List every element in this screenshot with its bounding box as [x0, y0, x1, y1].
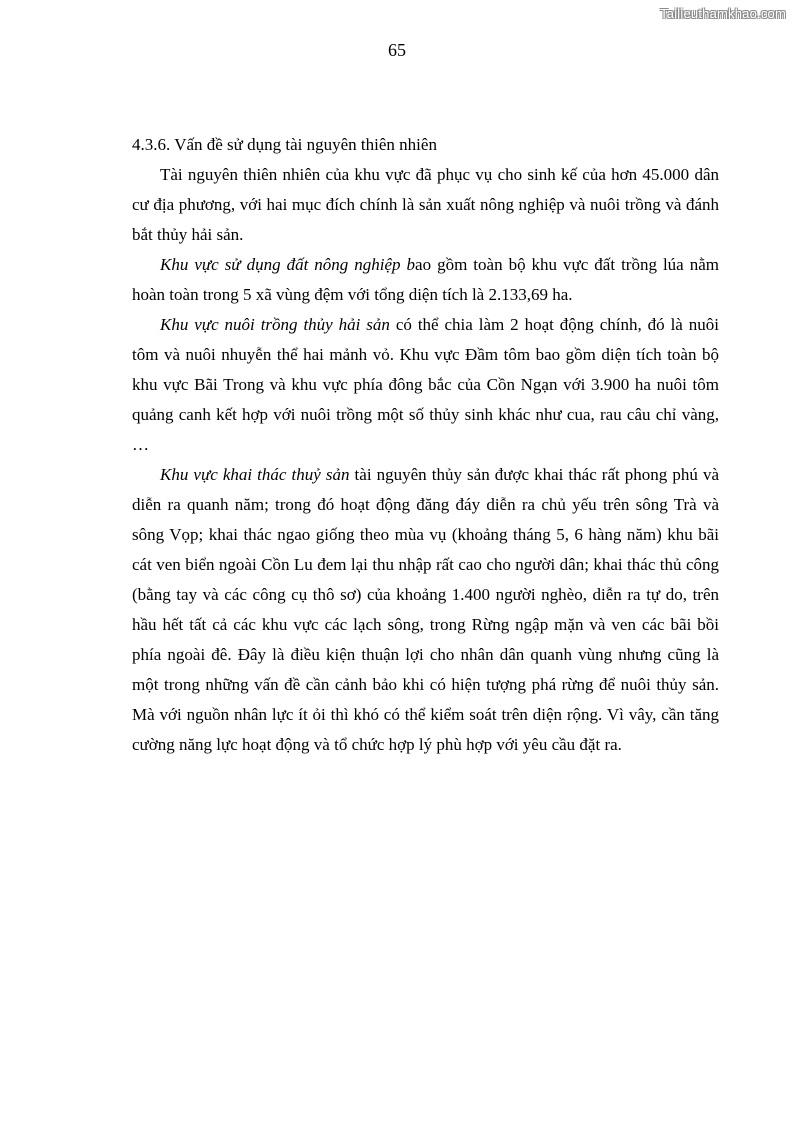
watermark-text: Tailieuthamkhao.com — [660, 6, 786, 21]
page-number: 65 — [388, 40, 406, 60]
paragraph-lead-italic: Khu vực sử dụng đất nông nghiệp b — [160, 255, 416, 274]
paragraph-text: ao gồm toàn bộ khu vực đất trồng lúa nằm hoàn toàn trong 5 xã vùng đệm với tổng diện tích là 2.133,69 ha. — [132, 255, 719, 304]
paragraph-lead-italic: Khu vực khai thác thuỷ sản — [160, 465, 350, 484]
paragraph-text: tài nguyên thủy sản được khai thác rất phong phú và diễn ra quanh năm; trong đó hoạt động đăng đáy diễn ra chủ yếu trên sông Trà và sông Vọp; khai thác ngao giống theo mùa vụ (khoảng tháng 5, 6 hàng năm) khu bãi cát ven biển ngoài Cồn Lu đem lại thu nhập rất cao cho người dân; khai thác thủ công (bằng tay và các công cụ thô sơ) của khoảng 1.400 người nghèo, diễn ra tự do, trên hầu hết tất cả các khu vực các lạch sông, trong Rừng ngập mặn và ven các bãi bồi phía ngoài đê. Đây là điều kiện thuận lợi cho nhân dân quanh vùng nhưng cũng là một trong những vấn đề cần cảnh bảo khi có hiện tượng phá rừng để nuôi thủy sản. Mà với nguồn nhân lực ít ỏi thì khó có thể kiểm soát trên diện rộng. Vì vây, cần tăng cường năng lực hoạt động và tổ chức hợp lý phù hợp với yêu cầu đặt ra. — [132, 465, 719, 754]
paragraph-natural-resources — [132, 160, 719, 250]
paragraph-aquaculture — [132, 310, 719, 460]
section-heading: 4.3.6. Vấn đề sử dụng tài nguyên thiên nhiên — [132, 135, 437, 154]
document-body — [132, 130, 719, 760]
paragraph-lead-italic: Khu vực nuôi trồng thủy hải sản — [160, 315, 390, 334]
paragraph-text: có thể chia làm 2 hoạt động chính, đó là nuôi tôm và nuôi nhuyễn thể hai mảnh vỏ. Khu vực Đầm tôm bao gồm diện tích toàn bộ khu vực Bãi Trong và khu vực phía đông bắc của Cồn Ngạn với 3.900 ha nuôi tôm quảng canh kết hợp với nuôi trồng một số thủy sinh khác như cua, rau câu chỉ vàng, … — [132, 315, 719, 454]
paragraph-text: Tài nguyên thiên nhiên của khu vực đã phục vụ cho sinh kế của hơn 45.000 dân cư địa phương, với hai mục đích chính là sản xuất nông nghiệp và nuôi trồng và đánh bắt thủy hải sản. — [132, 165, 719, 244]
paragraph-fisheries — [132, 460, 719, 760]
paragraph-agricultural-land — [132, 250, 719, 310]
